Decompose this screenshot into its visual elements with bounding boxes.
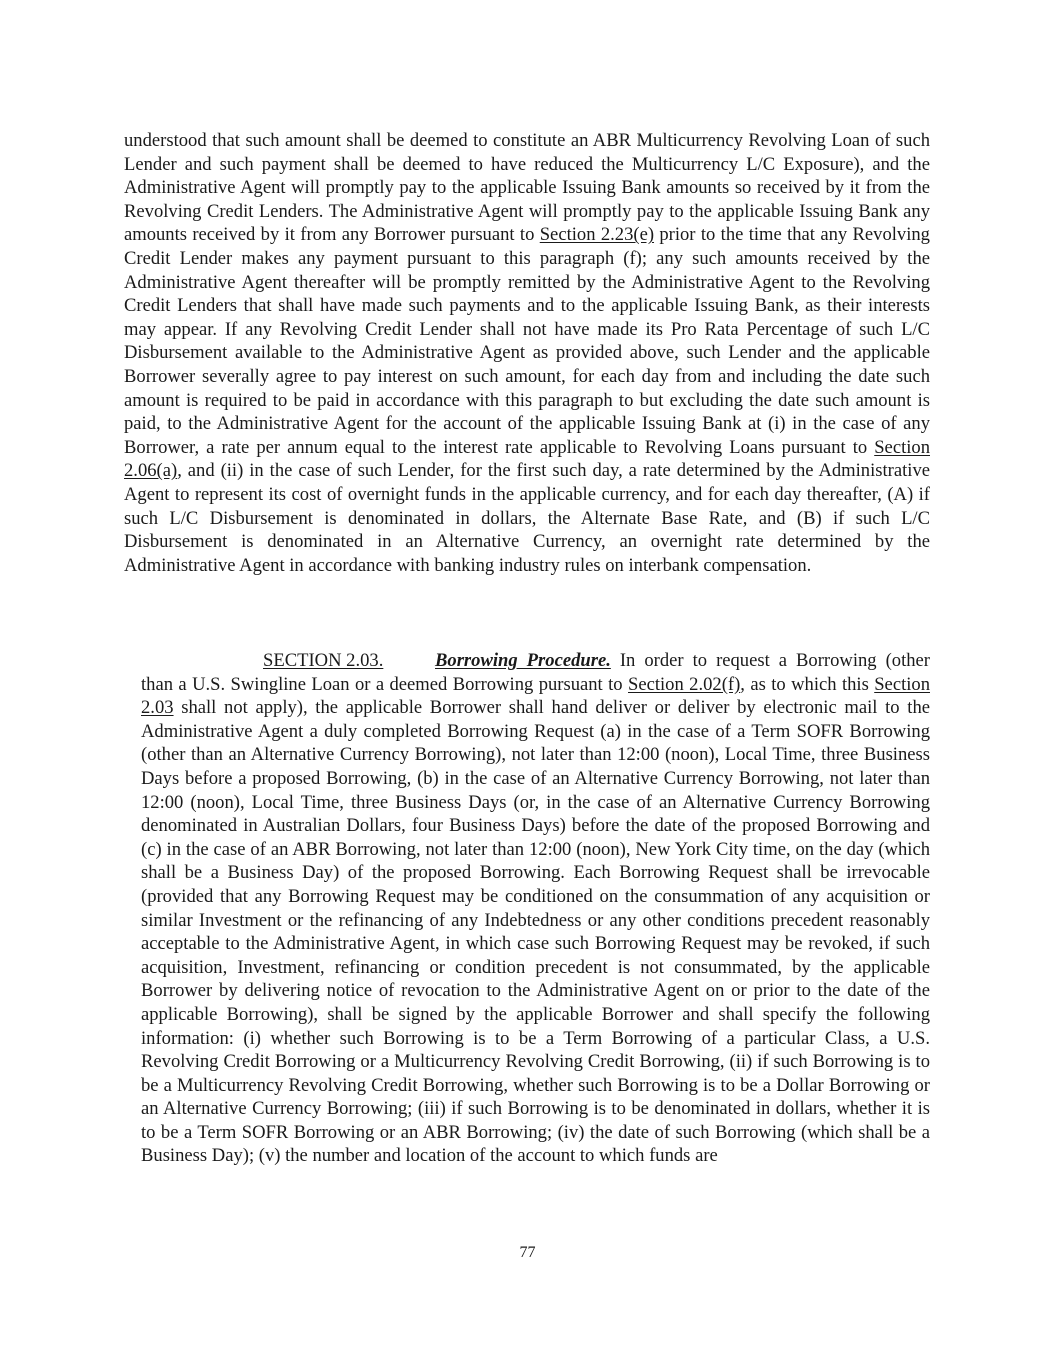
section-reference-link: Section 2.06(a)	[124, 436, 930, 482]
paragraph-text: , as to which this	[740, 673, 875, 695]
paragraph-text: prior to the time that any Revolving Credit Lender makes any payment pursuant to this paragraph (f); any such amounts received by the Administrative Agent thereafter will be promptly remitted by the Administrative Agent to the Revolving Credit Lenders that shall have made such payments and to the applicable Issuing Bank, as their interests may appear. If any Revolving Credit Lender shall not have made its Pro Rata Percentage of such L/C Disbursement available to the Administrative Agent as provided above, such Lender and the applicable Borrower severally agree to pay interest on such amount, for each day from and including the date such amount is required to be paid in accordance with this paragraph to but excluding the date such amount is paid, to the Administrative Agent for the account of the applicable Issuing Bank at (i) in the case of any Borrower, a rate per annum equal to the interest rate applicable to Revolving Loans pursuant to	[124, 224, 930, 458]
section-reference-link: Section 2.03	[141, 673, 930, 719]
section-reference-link: Section 2.23(e)	[539, 224, 655, 246]
paragraph-text: In order to request a Borrowing (other than a U.S. Swingline Loan or a deemed Borrowing pursuant to	[141, 650, 930, 695]
paragraph-text: understood that such amount shall be deemed to constitute an ABR Multicurrency Revolving Loan of such Lender and such payment shall be deemed to have reduced the Multicurrency L/C Exposure), and the Administrative Agent will promptly pay to the applicable Issuing Bank amounts so received by it from the Revolving Credit Lenders. The Administrative Agent will promptly pay to the applicable Issuing Bank any amounts received by it from any Borrower pursuant to	[124, 130, 930, 246]
paragraph-text: , and (ii) in the case of such Lender, for the first such day, a rate determined by the Administrative Agent to represent its cost of overnight funds in the applicable currency, and for each day thereafter, (A) if such L/C Disbursement is denominated in dollars, the Alternate Base Rate, and (B) if such L/C Disbursement is denominated in an Alternative Currency, an overnight rate determined by the Administrative Agent in accordance with banking industry rules on interbank compensation.	[124, 460, 930, 576]
page-number: 77	[519, 1244, 536, 1261]
section-number: SECTION 2.03.	[263, 650, 384, 671]
section-2-03-paragraph	[141, 649, 930, 1168]
section-title: Borrowing Procedure.	[435, 650, 611, 671]
section-reference-link: Section 2.02(f)	[628, 673, 741, 695]
paragraph-text: shall not apply), the applicable Borrower shall hand deliver or deliver by electronic mail to the Administrative Agent a duly completed Borrowing Request (a) in the case of a Term SOFR Borrowing (other than an Alternative Currency Borrowing), not later than 12:00 (noon), Local Time, three Business Days before a proposed Borrowing, (b) in the case of an Alternative Currency Borrowing, not later than 12:00 (noon), Local Time, three Business Days (or, in the case of an Alternative Currency Borrowing denominated in Australian Dollars, four Business Days) before the date of the proposed Borrowing and (c) in the case of an ABR Borrowing, not later than 12:00 (noon), New York City time, on the day (which shall be a Business Day) of the proposed Borrowing. Each Borrowing Request shall be irrevocable (provided that any Borrowing Request may be conditioned on the consummation of any acquisition or similar Investment or the refinancing of any Indebtedness or any other conditions precedent reasonably acceptable to the Administrative Agent, in which case such Borrowing Request may be revoked, if such acquisition, Investment, refinancing or condition precedent is not consummated, by the applicable Borrower by delivering notice of revocation to the Administrative Agent on or prior to the date of the applicable Borrowing), shall be signed by the applicable Borrower and shall specify the following information: (i) whether such Borrowing is to be a Term Borrowing of a particular Class, a U.S. Revolving Credit Borrowing or a Multicurrency Revolving Credit Borrowing, (ii) if such Borrowing is to be a Multicurrency Revolving Credit Borrowing, whether such Borrowing is to be a Dollar Borrowing or an Alternative Currency Borrowing; (iii) if such Borrowing is to be denominated in dollars, whether it is to be a Term SOFR Borrowing or an ABR Borrowing; (iv) the date of such Borrowing (which shall be a Business Day); (v) the number and location of the account to which funds are	[141, 697, 930, 1167]
paragraph-continuation	[124, 129, 930, 577]
